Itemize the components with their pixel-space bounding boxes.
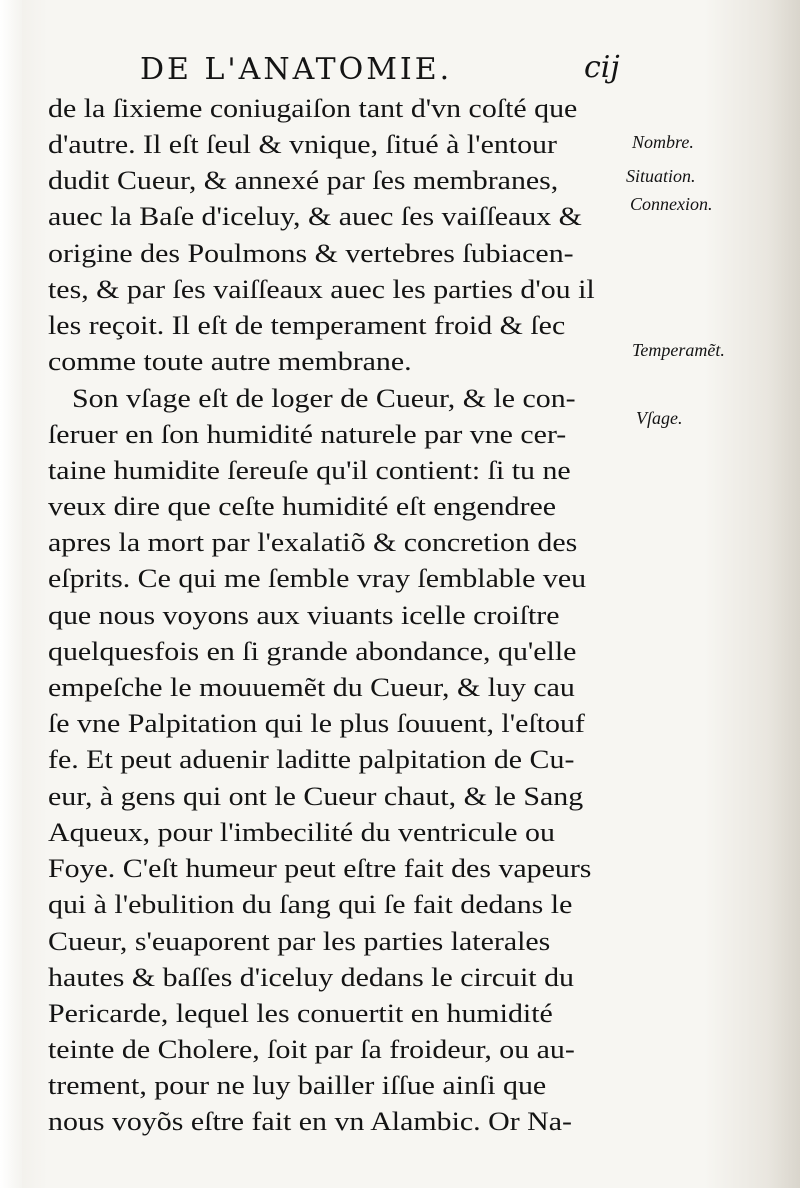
page-gutter	[0, 0, 22, 1188]
text-line: les reçoit. Il eſt de temperament froid & ſec	[48, 311, 566, 340]
text-line: Pericarde, lequel les conuertit en humidité	[48, 999, 553, 1028]
text-line: que nous voyons aux viuants icelle croiſtre	[48, 601, 560, 630]
text-line: origine des Poulmons & vertebres ſubiacen-	[48, 239, 574, 268]
margin-note-connexion: Connexion.	[630, 194, 713, 214]
text-line: qui à l'ebulition du ſang qui ſe fait dedans le	[48, 890, 573, 919]
text-line: teinte de Cholere, ſoit par ſa froideur, ou au-	[48, 1035, 575, 1064]
margin-note-vsage: Vſage.	[636, 408, 683, 428]
text-line: Foye. C'eſt humeur peut eſtre fait des vapeurs	[48, 854, 592, 883]
text-line: fe. Et peut aduenir laditte palpitation de Cu-	[48, 745, 575, 774]
text-line: d'autre. Il eſt ſeul & vnique, ſitué à l'entour	[48, 130, 557, 159]
text-line: trement, pour ne luy bailler iſſue ainſi que	[48, 1071, 547, 1100]
folio-number: cij	[584, 50, 620, 85]
text-line: ſeruer en ſon humidité naturele par vne cer-	[48, 420, 567, 449]
running-title: DE L'ANATOMIE.	[140, 52, 453, 87]
text-line: ſe vne Palpitation qui le plus ſouuent, l'eſtouf	[48, 709, 585, 738]
text-line: nous voyõs eſtre fait en vn Alambic. Or Na-	[48, 1107, 572, 1136]
text-line: hautes & baſſes d'iceluy dedans le circuit du	[48, 963, 574, 992]
text-line: Cueur, s'euaporent par les parties laterales	[48, 927, 551, 956]
text-line: Aqueux, pour l'imbecilité du ventricule ou	[48, 818, 555, 847]
text-line: dudit Cueur, & annexé par ſes membranes,	[48, 166, 559, 195]
text-line: empeſche le mouuemẽt du Cueur, & luy cau	[48, 673, 575, 702]
text-line: de la ſixieme coniugaiſon tant d'vn coſté que	[48, 94, 578, 123]
text-line: taine humidite ſereuſe qu'il contient: ſi tu ne	[48, 456, 571, 485]
text-line: Son vſage eſt de loger de Cueur, & le con-	[72, 384, 576, 413]
text-line: apres la mort par l'exalatiõ & concretion des	[48, 528, 578, 557]
margin-note-nombre: Nombre.	[632, 132, 694, 152]
margin-note-temperament: Temperamẽt.	[632, 340, 725, 360]
text-line: comme toute autre membrane.	[48, 347, 412, 376]
text-line: eur, à gens qui ont le Cueur chaut, & le Sang	[48, 782, 584, 811]
text-line: auec la Baſe d'iceluy, & auec ſes vaiſſeaux &	[48, 202, 582, 231]
text-line: veux dire que ceſte humidité eſt engendree	[48, 492, 557, 521]
margin-note-situation: Situation.	[626, 166, 696, 186]
text-line: eſprits. Ce qui me ſemble vray ſemblable veu	[48, 564, 587, 593]
text-line: quelquesfois en ſi grande abondance, qu'elle	[48, 637, 577, 666]
text-line: tes, & par ſes vaiſſeaux auec les parties d'ou il	[48, 275, 595, 304]
